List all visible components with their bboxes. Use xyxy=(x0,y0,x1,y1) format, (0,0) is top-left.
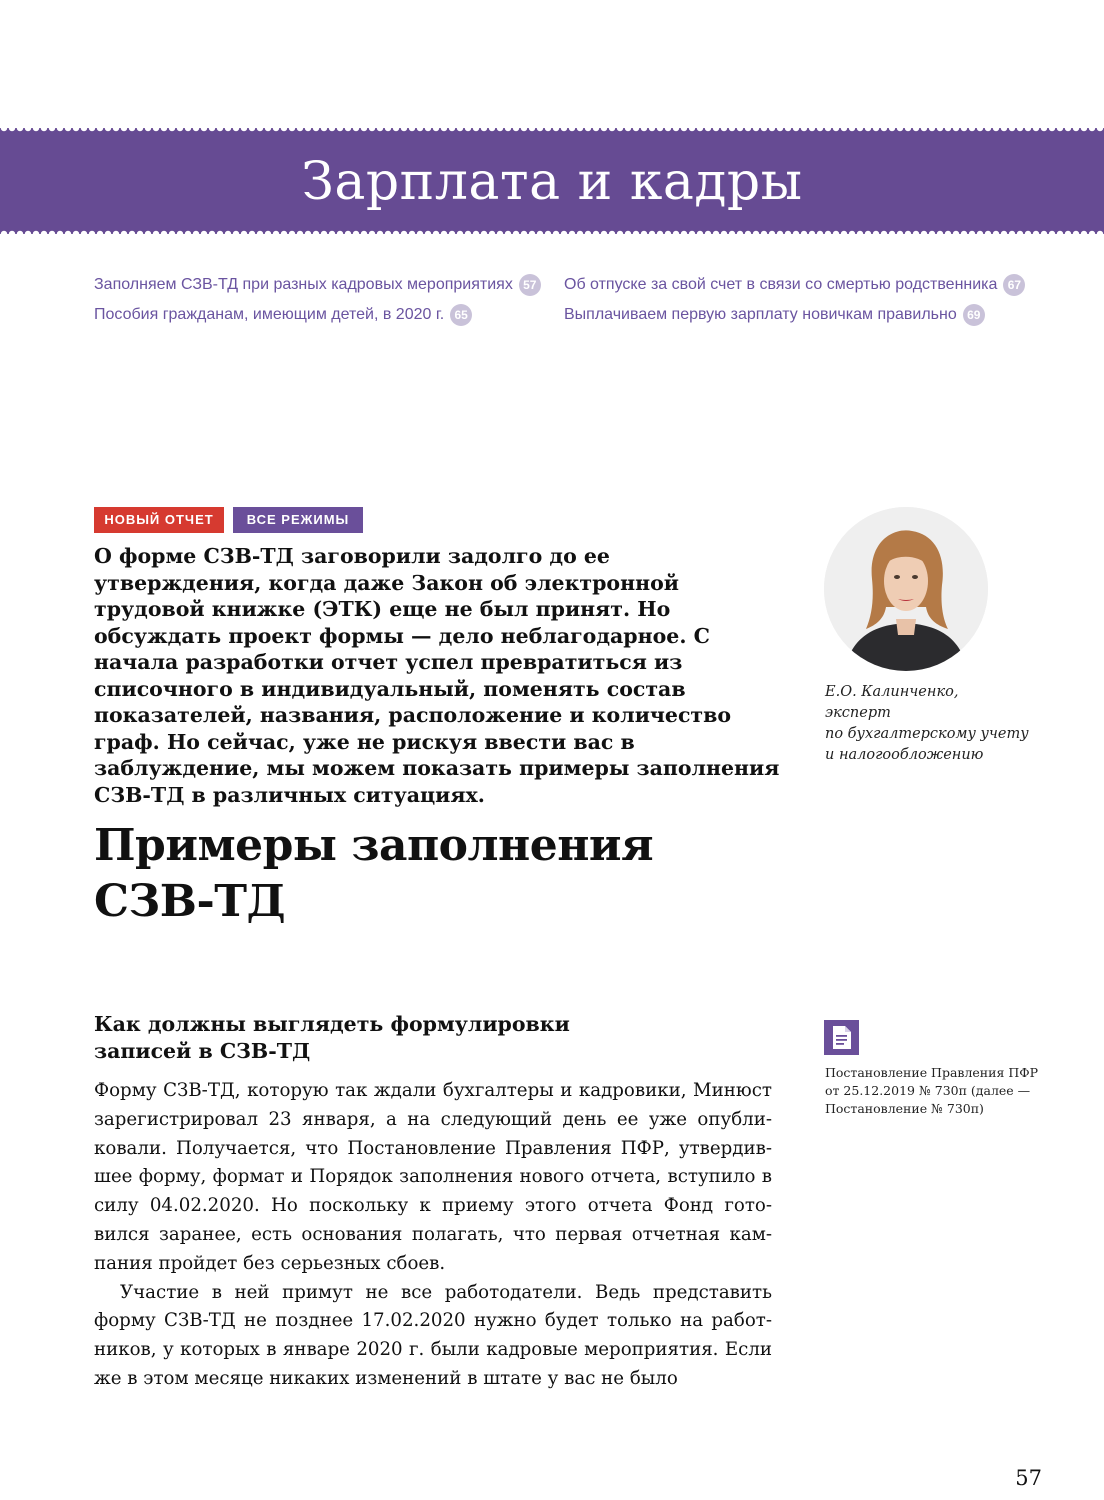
author-photo xyxy=(824,507,988,671)
lead-paragraph: О форме СЗВ-ТД заговорили задолго до ее утверждения, когда даже Закон об электронной трудовой книжке (ЭТК) еще не был принят. Но обсуждать проект формы — дело неблагодарное. С начала разработки отчет успел превратиться из списочного в индивидуальный, поменять состав показателей, названия, расположение и количество граф. Но сейчас, уже не рискуя ввести вас в заблуждение, мы можем показать примеры заполнения СЗВ-ТД в различных ситуациях. xyxy=(94,544,780,807)
headline-line: СЗВ-ТД xyxy=(94,876,286,927)
author-name: Е.О. Калинченко, xyxy=(825,684,959,700)
toc-left xyxy=(94,270,541,330)
sidenote-line: Постановление Правления ПФР xyxy=(825,1065,1039,1080)
headline-line: Примеры заполнения xyxy=(94,820,654,871)
toc-item[interactable] xyxy=(564,300,1025,330)
subheading-line: Как должны выглядеть формулировки xyxy=(94,1012,570,1036)
section-title: Зарплата и кадры xyxy=(301,152,803,212)
toc-page-badge: 69 xyxy=(963,304,985,326)
author-role: и налогообложению xyxy=(825,747,984,763)
toc-item-label: Выплачиваем первую зарплату новичкам правильно xyxy=(564,306,957,323)
toc-item-label: Пособия гражданам, имеющим детей, в 2020 г. xyxy=(94,306,445,323)
author-role: по бухгалтерскому учету xyxy=(825,726,1029,742)
author-role: эксперт xyxy=(825,705,891,721)
subheading-line: записей в СЗВ-ТД xyxy=(94,1039,311,1063)
toc-item[interactable] xyxy=(94,300,541,330)
toc-page-badge: 65 xyxy=(450,304,472,326)
body-paragraph: Форму СЗВ-ТД, которую так ждали бухгалтеры и кадровики, Минюст зарегистрировал 23 января, а на следующий день ее уже опубликовали. Получается, что Постановление Правления ПФР, утвердившее форму, формат и Порядок заполнения нового отчета, вступило в силу 04.02.2020. Но поскольку к приему этого отчета Фонд готовился заранее, есть основания полагать, что первая отчетная кампания пройдет без серьезных сбоев. xyxy=(94,1080,772,1274)
author-portrait-icon xyxy=(824,507,988,671)
tag-new-report: НОВЫЙ ОТЧЕТ xyxy=(94,507,224,533)
document-icon xyxy=(824,1020,859,1055)
sidenote-line: от 25.12.2019 № 730п (далее — xyxy=(825,1083,1031,1098)
author-credit xyxy=(825,682,1055,766)
toc-item-label: Заполняем СЗВ-ТД при разных кадровых мероприятиях xyxy=(94,276,513,293)
toc-item[interactable] xyxy=(564,270,1025,300)
toc-page-badge: 57 xyxy=(519,274,541,296)
article-headline xyxy=(94,818,794,930)
article-body xyxy=(94,1077,772,1394)
toc-item-label: Об отпуске за свой счет в связи со смертью родственника xyxy=(564,276,998,293)
toc-right xyxy=(564,270,1025,330)
toc-item[interactable] xyxy=(94,270,541,300)
body-paragraph: Участие в ней примут не все работодатели. Ведь представить форму СЗВ-ТД не позднее 17.02.2020 нужно будет только на работников, у которых в январе 2020 г. были кадровые мероприятия. Если же в этом месяце никаких изменений в штате у вас не было xyxy=(94,1281,772,1389)
sidenote-line: Постановление № 730п) xyxy=(825,1101,984,1116)
toc-page-badge: 67 xyxy=(1003,274,1025,296)
legal-sidenote xyxy=(825,1064,1055,1118)
page-number: 57 xyxy=(1015,1466,1042,1490)
section-subheading xyxy=(94,1011,694,1065)
tag-all-regimes: ВСЕ РЕЖИМЫ xyxy=(233,507,363,533)
